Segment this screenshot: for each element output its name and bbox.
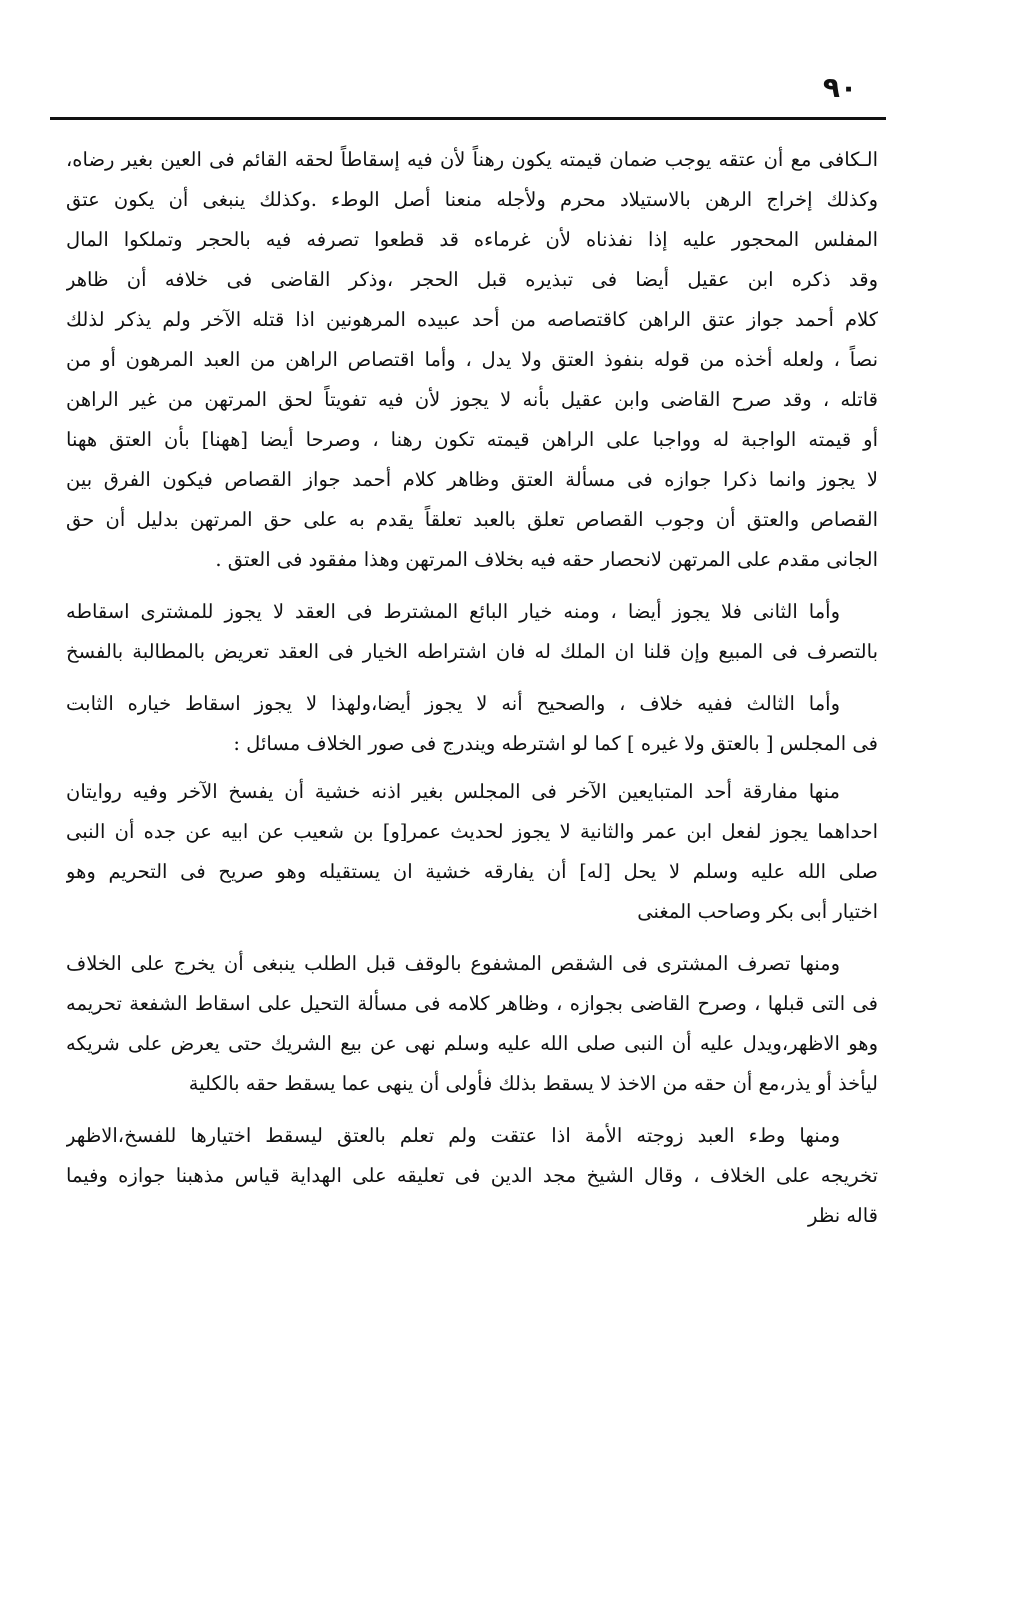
text-body bbox=[66, 140, 878, 1236]
text-line: القصاص والعتق أن وجوب القصاص تعلق بالعبد تعلقاً يقدم به على حق المرتهن بدليل أن حق bbox=[66, 508, 878, 531]
page-number: ٩٠ bbox=[822, 71, 858, 104]
text-line: ومنها تصرف المشترى فى الشقص المشفوع بالوقف قبل الطلب ينبغى أن يخرج على الخلاف bbox=[66, 952, 840, 975]
text-line: صلى الله عليه وسلم لا يحل [له] أن يفارقه خشية ان يستقيله وهو صريح فى التحريم وهو bbox=[66, 860, 878, 883]
text-line: المفلس المحجور عليه إذا نفذناه لأن غرماءه قد قطعوا تصرفه فيه بالحجر وتملكوا المال bbox=[66, 228, 878, 251]
text-line: كلام أحمد جواز عتق الراهن كاقتصاصه من أحد عبيده المرهونين اذا قتله الآخر ولم يذكر لذلك bbox=[66, 308, 878, 331]
text-line: احداهما يجوز لفعل ابن عمر والثانية لا يجوز لحديث عمر[و] بن شعيب عن ابيه عن جده أن النبى bbox=[66, 820, 878, 843]
text-line: وأما الثانى فلا يجوز أيضا ، ومنه خيار البائع المشترط فى العقد لا يجوز للمشترى اسقاطه bbox=[66, 600, 840, 623]
header-rule bbox=[50, 117, 886, 120]
text-line: لا يجوز وانما ذكرا جوازه فى مسألة العتق وظاهر كلام أحمد جواز القصاص فيكون الفرق بين bbox=[66, 468, 878, 491]
text-line: فى التى قبلها ، وصرح القاضى بجوازه ، وظاهر كلامه فى مسألة التحيل على اسقاط الشفعة تحريمه bbox=[66, 992, 878, 1015]
text-line: وكذلك إخراج الرهن بالاستيلاد محرم ولأجله منعنا أصل الوطء .وكذلك ينبغى أن يكون عتق bbox=[66, 188, 878, 211]
text-line: فى المجلس [ بالعتق ولا غيره ] كما لو اشترطه ويندرج فى صور الخلاف مسائل : bbox=[233, 732, 878, 755]
paragraph-1 bbox=[66, 140, 878, 580]
text-line: الجانى مقدم على المرتهن لانحصار حقه فيه بخلاف المرتهن وهذا مفقود فى العتق . bbox=[215, 548, 878, 571]
text-line: تخريجه على الخلاف ، وقال الشيخ مجد الدين فى تعليقه على الهداية قياس مذهبنا جوازه وفيما bbox=[66, 1164, 878, 1187]
paragraph-6 bbox=[66, 1116, 878, 1236]
text-line: منها مفارقة أحد المتبايعين الآخر فى المجلس بغير اذنه خشية أن يفسخ الآخر وفيه روايتان bbox=[66, 780, 840, 803]
text-line: ليأخذ أو يذر،مع أن حقه من الاخذ لا يسقط بذلك فأولى أن ينهى عما يسقط حقه بالكلية bbox=[188, 1072, 878, 1095]
text-line: قاتله ، وقد صرح القاضى وابن عقيل بأنه لا يجوز لأن فيه تفويتاً لحق المرتهن من غير الراهن bbox=[66, 388, 878, 411]
paragraph-4 bbox=[66, 772, 878, 932]
text-line: ومنها وطء العبد زوجته الأمة اذا عتقت ولم تعلم بالعتق ليسقط اختيارها للفسخ،الاظهر bbox=[66, 1124, 840, 1147]
text-line: بالتصرف فى المبيع وإن قلنا ان الملك له فان اشتراطه الخيار فى العقد تعريض بالمطالبة بالفسخ bbox=[66, 640, 878, 663]
text-line: قاله نظر bbox=[807, 1204, 878, 1227]
paragraph-2 bbox=[66, 592, 878, 672]
paragraph-3 bbox=[66, 684, 878, 764]
text-line: وهو الاظهر،ويدل عليه أن النبى صلى الله عليه وسلم نهى عن بيع الشريك حتى يعرض على شريكه bbox=[66, 1032, 878, 1055]
paragraph-5 bbox=[66, 944, 878, 1104]
text-line: نصاً ، ولعله أخذه من قوله بنفوذ العتق ولا يدل ، وأما اقتصاص الراهن من العبد المرهون أو من bbox=[66, 348, 878, 371]
text-line: أو قيمته الواجبة له وواجبا على الراهن قيمته تكون رهنا ، وصرحا أيضا [ههنا] بأن العتق ههنا bbox=[66, 428, 878, 451]
text-line: وقد ذكره ابن عقيل أيضا فى تبذيره قبل الحجر ،وذكر القاضى فى خلافه أن ظاهر bbox=[66, 268, 878, 291]
text-line: الـكافى مع أن عتقه يوجب ضمان قيمته يكون رهناً لأن فيه إسقاطاً لحقه القائم فى العين بغير رضاه، bbox=[66, 148, 878, 171]
text-line: وأما الثالث ففيه خلاف ، والصحيح أنه لا يجوز أيضا،ولهذا لا يجوز اسقاط خياره الثابت bbox=[66, 692, 840, 715]
text-line: اختيار أبى بكر وصاحب المغنى bbox=[637, 900, 878, 923]
